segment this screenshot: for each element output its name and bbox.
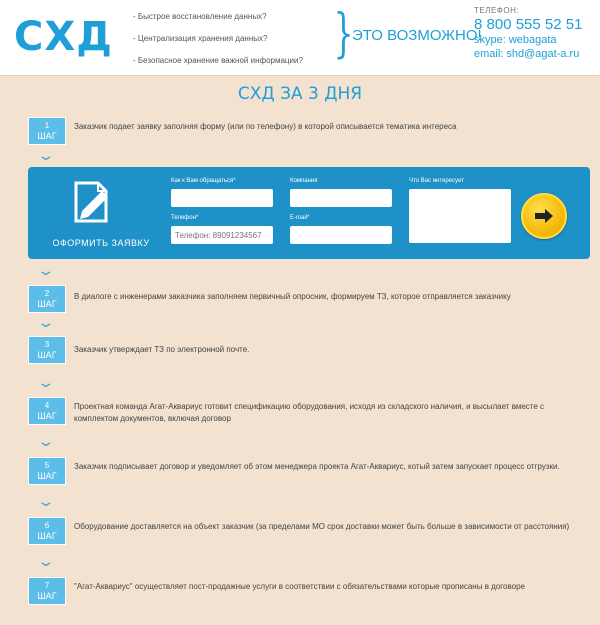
company-input[interactable] xyxy=(290,189,392,207)
chevron-down-icon: ⌄ xyxy=(36,494,56,510)
arrow-right-icon xyxy=(534,208,554,224)
step-text: Заказчик подписывает договор и уведомляет об этом менеджера проекта Агат-Аквариус, котый затем запускает процесс отгрузки. xyxy=(74,462,560,471)
chevron-down-icon: ⌄ xyxy=(36,148,56,164)
step-badge xyxy=(28,517,66,545)
benefit-item: - Безопасное хранение важной информации? xyxy=(133,56,303,65)
step-number: 4 xyxy=(44,401,50,410)
submit-button[interactable] xyxy=(521,193,567,239)
phone-field-label: Телефон* xyxy=(171,215,199,221)
step-word: ШАГ xyxy=(37,471,57,481)
step-number: 3 xyxy=(44,340,50,349)
step-text: Заказчик подает заявку заполняя форму (или по телефону) в которой описывается тематика интереса xyxy=(74,122,457,131)
step-word: ШАГ xyxy=(37,531,57,541)
step-badge xyxy=(28,577,66,605)
step-badge xyxy=(28,336,66,364)
name-input[interactable] xyxy=(171,189,273,207)
step-text: "Агат-Аквариус" осуществляет пост-продажные услуги в соответствии с обязательствами которые прописаны в договоре xyxy=(74,582,525,591)
step-number: 6 xyxy=(44,521,50,530)
step-word: ШАГ xyxy=(37,411,57,421)
step-text: Проектная команда Агат-Аквариус готовит спецификацию оборудования, исходя из складского наличия, и высылает вместе с комплектом документов, включая договор xyxy=(74,402,545,423)
phone-number[interactable]: 8 800 555 52 51 xyxy=(474,16,583,33)
contact-block xyxy=(474,6,582,61)
request-form xyxy=(28,167,590,259)
benefit-item: - Быстрое восстановление данных? xyxy=(133,12,267,21)
chevron-down-icon: ⌄ xyxy=(36,554,56,570)
logo[interactable]: СХД xyxy=(14,14,113,60)
phone-label: ТЕЛЕФОН: xyxy=(474,6,520,15)
step-number: 1 xyxy=(44,121,50,130)
interest-label: Что Вас интересует xyxy=(409,178,464,184)
step-number: 7 xyxy=(44,581,50,590)
step-badge xyxy=(28,285,66,313)
site-header xyxy=(0,0,600,76)
chevron-down-icon: ⌄ xyxy=(36,263,56,279)
chevron-down-icon: ⌄ xyxy=(36,315,56,331)
step-word: ШАГ xyxy=(37,350,57,360)
benefit-list xyxy=(133,12,303,78)
form-caption: ОФОРМИТЬ ЗАЯВКУ xyxy=(52,238,150,248)
interest-textarea[interactable] xyxy=(409,189,511,243)
email-contact[interactable]: email: shd@agat-a.ru xyxy=(474,48,580,60)
step-word: ШАГ xyxy=(37,131,57,141)
email-field-label: E-mail* xyxy=(290,215,310,221)
document-pencil-icon xyxy=(68,179,118,225)
email-input[interactable] xyxy=(290,226,392,244)
step-text: В диалоге с инженерами заказчика заполняем первичный опросник, формируем ТЗ, которое отправляется заказчику xyxy=(74,292,511,301)
step-text: Оборудование доставляется на объект заказчик (за пределами МО срок доставки может быть больше в зависимости от расстояния) xyxy=(74,522,570,531)
step-number: 5 xyxy=(44,461,50,470)
phone-input[interactable] xyxy=(171,226,273,244)
company-label: Компания xyxy=(290,178,318,184)
step-badge xyxy=(28,117,66,145)
step-badge xyxy=(28,397,66,425)
step-word: ШАГ xyxy=(37,299,57,309)
slogan: ЭТО ВОЗМОЖНО! xyxy=(352,27,482,44)
step-badge xyxy=(28,457,66,485)
page-title: СХД ЗА 3 ДНЯ xyxy=(237,84,363,104)
chevron-down-icon: ⌄ xyxy=(36,434,56,450)
skype-contact[interactable]: skype: webagata xyxy=(474,34,557,46)
benefit-item: - Централизация хранения данных? xyxy=(133,34,268,43)
chevron-down-icon: ⌄ xyxy=(36,375,56,391)
step-number: 2 xyxy=(44,289,50,298)
step-word: ШАГ xyxy=(37,591,57,601)
step-text: Заказчик утверждает ТЗ по электронной почте. xyxy=(74,345,250,354)
name-label: Как к Вам обращаться* xyxy=(171,178,236,184)
curly-brace-icon: } xyxy=(333,4,354,64)
